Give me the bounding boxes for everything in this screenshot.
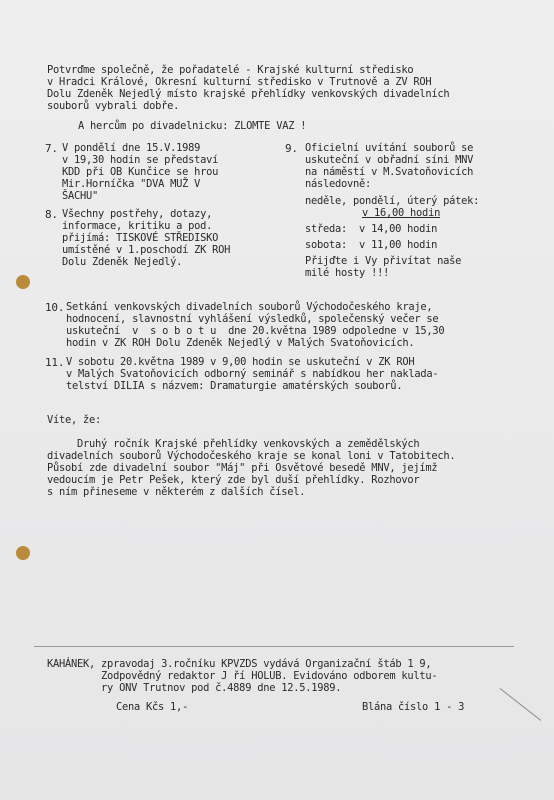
colophon-line: Zodpovědný redaktor J ří HOLUB. Evidováno odborem kultu- [47, 670, 438, 682]
item-number: 9. [285, 142, 298, 155]
section-heading: Víte, že: [47, 414, 102, 426]
item-line: na náměstí v M.Svatoňovicích [305, 166, 474, 178]
item-number: 7. [45, 142, 58, 155]
item-line: informace, kritiku a pod. [62, 220, 213, 232]
colophon-line: KAHÁNEK, zpravodaj 3.ročníku KPVZDS vydává Organizační štáb 1 9, [47, 658, 432, 670]
item-line: Setkání venkovských divadelních souborů Východočeského kraje, [66, 301, 433, 313]
item-line: umístěné v 1.poschodí ZK ROH [62, 244, 231, 256]
item-line: KDD při OB Kunčice se hrou [62, 166, 219, 178]
item-line: Mir.Horníčka "DVA MUŽ V [62, 178, 201, 190]
price: Cena Kčs 1,- [116, 701, 189, 713]
punch-hole [16, 546, 30, 560]
item-line: Dolu Zdeněk Nejedlý. [62, 256, 183, 268]
paragraph-line: divadelních souborů Východočeského kraje se konal loni v Tatobitech. [47, 450, 456, 462]
item-number: 11. [45, 356, 65, 369]
item-line: hodin v ZK ROH Dolu Zdeněk Nejedlý v Malých Svatoňovicích. [66, 337, 415, 349]
intro-line: Potvrďme společně, že pořadatelé - Krajské kulturní středisko [47, 64, 414, 76]
paragraph-line: Působí zde divadelní soubor "Máj" při Osvětové besedě MNV, jejímž [47, 462, 438, 474]
pen-stroke [500, 688, 542, 721]
footer-divider [34, 646, 514, 647]
item-line: uskuteční v s o b o t u dne 20.května 1989 odpoledne v 15,30 [66, 325, 445, 337]
paragraph-line: Druhý ročník Krajské přehlídky venkovských a zemědělských [47, 438, 420, 450]
paragraph-line: vedoucím je Petr Pešek, který zde byl duší přehlídky. Rozhovor [47, 474, 420, 486]
page-number: Blána číslo 1 - 3 [362, 701, 465, 713]
intro-line: souborů vybrali dobře. [47, 100, 180, 112]
item-line: ŠACHU" [62, 190, 99, 202]
item-line: hodnocení, slavnostní vyhlášení výsledků, společenský večer se [66, 313, 439, 325]
item-number: 8. [45, 208, 58, 221]
item-line: Přijďte i Vy přivítat naše [305, 255, 462, 267]
punch-hole [16, 275, 30, 289]
item-line: uskuteční v obřadní síni MNV [305, 154, 474, 166]
item-line: Oficielní uvítání souborů se [305, 142, 474, 154]
item-line: následovně: [305, 178, 372, 190]
item-line: V pondělí dne 15.V.1989 [62, 142, 201, 154]
item-line: sobota: v 11,00 hodin [305, 239, 438, 251]
item-line: v 19,30 hodin se představí [62, 154, 219, 166]
intro-line: Dolu Zdeněk Nejedlý místo krajské přehlídky venkovských divadelních [47, 88, 450, 100]
item-number: 10. [45, 301, 65, 314]
intro-line: v Hradci Králové, Okresní kulturní středisko v Trutnově a ZV ROH [47, 76, 432, 88]
item-line: v Malých Svatoňovicích odborný seminář s nabídkou her naklada- [66, 368, 439, 380]
item-line: neděle, pondělí, úterý pátek: [305, 195, 480, 207]
item-line: V sobotu 20.května 1989 v 9,00 hodin se uskuteční v ZK ROH [66, 356, 415, 368]
item-line: středa: v 14,00 hodin [305, 223, 438, 235]
paragraph-line: s ním přineseme v některém z dalších čísel. [47, 486, 306, 498]
item-line: milé hosty !!! [305, 267, 390, 279]
item-line: přijímá: TISKOVÉ STŘEDISKO [62, 232, 219, 244]
colophon-line: ry ONV Trutnov pod č.4889 dne 12.5.1989. [47, 682, 342, 694]
item-line: telství DILIA s názvem: Dramaturgie amatérských souborů. [66, 380, 403, 392]
item-line: Všechny postřehy, dotazy, [62, 208, 213, 220]
actors-greeting: A hercům po divadelnicku: ZLOMTE VAZ ! [78, 120, 307, 132]
item-line: v 16,00 hodin [362, 207, 441, 219]
